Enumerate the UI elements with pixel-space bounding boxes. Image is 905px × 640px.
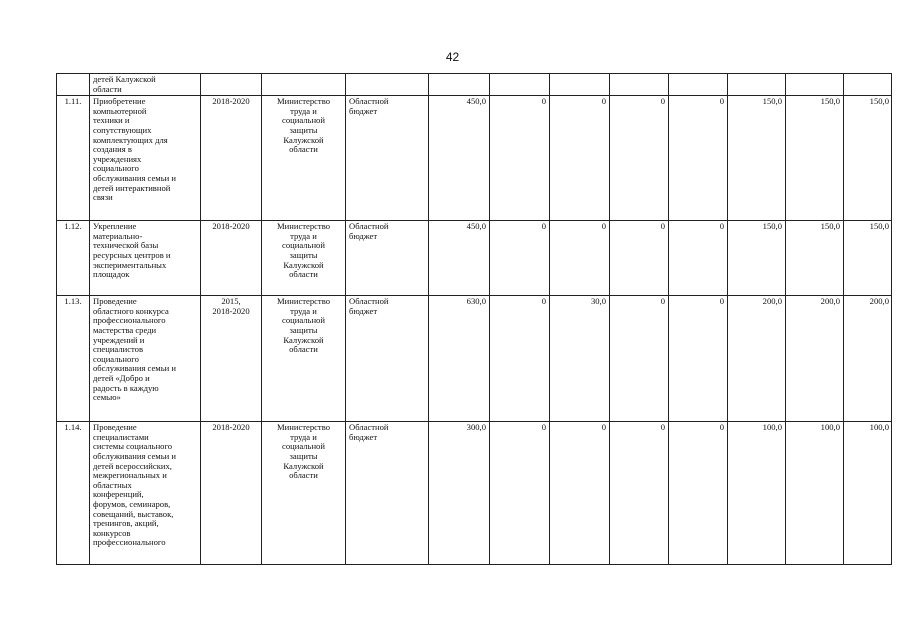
cell-source: Областной бюджет [346,422,429,565]
cell-value: 450,0 [429,96,490,221]
cell-value: 100,0 [844,422,892,565]
cell-period: 2018-2020 [201,96,262,221]
cell-value: 0 [669,296,728,422]
cell-value: 150,0 [844,96,892,221]
cell-source: Областной бюджет [346,96,429,221]
cell-value: 100,0 [728,422,786,565]
cell-value: 0 [669,221,728,296]
continuation-row [57,74,892,96]
table-row [57,96,892,221]
cell-value: 0 [669,96,728,221]
table-row [57,296,892,422]
cell-source: Областной бюджет [346,221,429,296]
cell-num: 1.12. [57,221,90,296]
cell-num: 1.13. [57,296,90,422]
table-row [57,221,892,296]
page-number: 42 [445,50,460,64]
cell-num: 1.11. [57,96,90,221]
cell-period: 2015, 2018-2020 [201,296,262,422]
cell-value: 0 [550,221,610,296]
table-row [57,422,892,565]
cell-value: 200,0 [728,296,786,422]
cell-value: 200,0 [844,296,892,422]
cell-value: 0 [610,422,669,565]
cell-value: 0 [610,221,669,296]
cell-program: Проведение областного конкурса профессионального мастерства среди учреждений и специалистов социального обслуживания семьи и детей «Добро и радость в каждую семью» [90,296,201,422]
cell-program: Укрепление материально- технической базы ресурсных центров и экспериментальных площадок [90,221,201,296]
cell-value: 0 [610,96,669,221]
cell-program: Приобретение компьютерной техники и сопутствующих комплектующих для создания в учреждениях социального обслуживания семьи и детей интерактивной связи [90,96,201,221]
cell-period: 2018-2020 [201,422,262,565]
cell-program: детей Калужской области [90,74,201,96]
cell-value: 630,0 [429,296,490,422]
cell-value: 0 [490,296,550,422]
cell-value: 0 [490,422,550,565]
cell-value: 0 [550,422,610,565]
cell-value: 150,0 [786,221,844,296]
cell-value: 0 [490,96,550,221]
cell-value: 0 [550,96,610,221]
cell-executor: Министерство труда и социальной защиты Калужской области [262,296,346,422]
cell-value: 150,0 [844,221,892,296]
cell-value: 150,0 [728,96,786,221]
cell-value: 200,0 [786,296,844,422]
cell-source: Областной бюджет [346,296,429,422]
cell-value: 30,0 [550,296,610,422]
cell-value: 0 [490,221,550,296]
cell-value: 150,0 [728,221,786,296]
cell-value: 300,0 [429,422,490,565]
cell-executor: Министерство труда и социальной защиты Калужской области [262,221,346,296]
cell-program: Проведение специалистами системы социального обслуживания семьи и детей всероссийских, межрегиональных и областных конференций, форумов, семинаров, совещаний, выставок, тренингов, акций, конкурсов профессионального [90,422,201,565]
cell-value: 450,0 [429,221,490,296]
cell-value: 0 [610,296,669,422]
budget-table [56,73,892,565]
cell-executor: Министерство труда и социальной защиты Калужской области [262,422,346,565]
cell-num [57,74,90,96]
cell-value: 0 [669,422,728,565]
cell-value: 150,0 [786,96,844,221]
cell-num: 1.14. [57,422,90,565]
cell-period: 2018-2020 [201,221,262,296]
cell-executor: Министерство труда и социальной защиты Калужской области [262,96,346,221]
cell-value: 100,0 [786,422,844,565]
